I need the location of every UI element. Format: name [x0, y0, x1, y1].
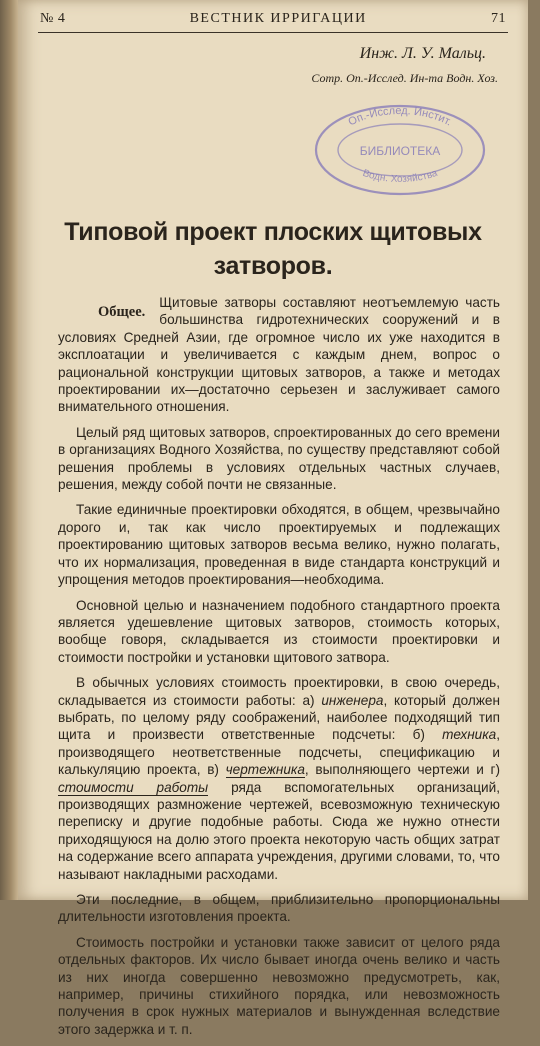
library-stamp: [310, 100, 490, 196]
page-number: 71: [490, 11, 506, 26]
journal-page: [18, 0, 528, 1037]
p5-emph-work-cost: стоимости работы: [58, 779, 209, 795]
title-line-1: Типовой проект плоских щитовых: [64, 218, 482, 246]
article-title: [48, 215, 498, 283]
issue-number: № 4: [40, 11, 66, 26]
section-heading: Общее.: [98, 304, 146, 320]
journal-title: ВЕСТНИК ИРРИГАЦИИ: [189, 11, 367, 26]
paragraph-2: Целый ряд щитовых затворов, спроектированных до сего времени в организациях Водного Хозяйства, по существу представляют собой решения проблемы в условиях отдельных частных случаев, решения, между собой почти не связанные.: [58, 424, 500, 493]
svg-text:Водн. Хозяйства: [361, 168, 439, 185]
p5-text-i: ряда вспомогательных организаций, производящих размножение чертежей, всевозможную техническую переписку и другие подобные работы. Сюда же нужно отнести приходящуюся на долю этого проекта некоторую часть общих затрат на содержание всего аппарата учреждения, другими словами, то, что называют накладными расходами.: [58, 779, 500, 882]
svg-text:Оп.-Исслед. Инстит.: [346, 105, 453, 129]
header-rule: [38, 32, 508, 33]
paragraph-4: Основной целью и назначением подобного стандартного проекта является удешевление щитовых затворов, стоимость которых, вообще говоря, складывается из стоимости проектировки и стоимости постройки и установки щитового затвора.: [58, 597, 500, 665]
paragraph-1: Щитовые затворы составляют неотъемлемую часть большинства гидротехнических сооружений и в условиях Средней Азии, где огромное число их уже находится в эксплоатации и увеличивается с каждым днем, вопрос о рациональной конструкции щитовых затворов, а также и методах проектировании их—достаточно серьезен и заслуживает самого внимательного отношения.: [58, 295, 500, 415]
author-name: Инж. Л. У. Мальц.: [359, 45, 486, 62]
p5-emph-engineer: инженера: [321, 692, 384, 708]
p5-text-c: , который должен выбрать, по целому ряду соображений, наиболее подходящий тип щита и произвести ответственные подсчеты: б): [58, 692, 500, 743]
title-line-2: затворов.: [213, 252, 333, 280]
stamp-top-text: Оп.-Исслед. Инстит.: [346, 104, 454, 129]
p5-emph-technician: техника: [442, 727, 497, 743]
p5-emph-draftsman: чертежника: [225, 762, 305, 778]
page-gutter-shadow: [0, 0, 18, 900]
paragraph-3: Такие единичные проектировки обходятся, в общем, чрезвычайно дорого и, так как число проектируемых и подлежащих проектированию щитовых затворов весьма велико, нужно полагать, что их нормализация, проведенная в виде стандарта конструкций и упрощения методов проектирования—необходима.: [58, 502, 500, 588]
stamp-center-text: БИБЛИОТЕКА: [359, 144, 441, 158]
p5-text-a: В обычных условиях стоимость проектировки, в свою очередь, складывается из стоимости работы: а): [58, 675, 500, 708]
author-affiliation: Сотр. Оп.-Исслед. Ин-та Водн. Хоз.: [311, 71, 498, 85]
paragraph-7: Стоимость постройки и установки также зависит от целого ряда отдельных факторов. Их число бывает иногда очень велико и часть из них иногда совершенно невозможно предусмотреть, как, например, причины стихийного порядка, или невозможность получения в срок нужных материалов и вынужденная вследствие этого задержка и т. п.: [58, 934, 500, 1037]
p5-text-e: , производящего неответственные подсчеты, спецификацию и калькуляцию проекта, в): [58, 727, 500, 778]
paragraph-6: Эти последние, в общем, приблизительно пропорциональны длительности изготовления проекта.: [58, 892, 500, 925]
paragraph-5: [58, 674, 500, 883]
running-header: [40, 8, 506, 30]
p5-text-g: , выполняющего чертежи и г): [304, 762, 500, 778]
article-body: [58, 294, 500, 1046]
stamp-bottom-text: Водн. Хозяйства: [361, 167, 439, 185]
